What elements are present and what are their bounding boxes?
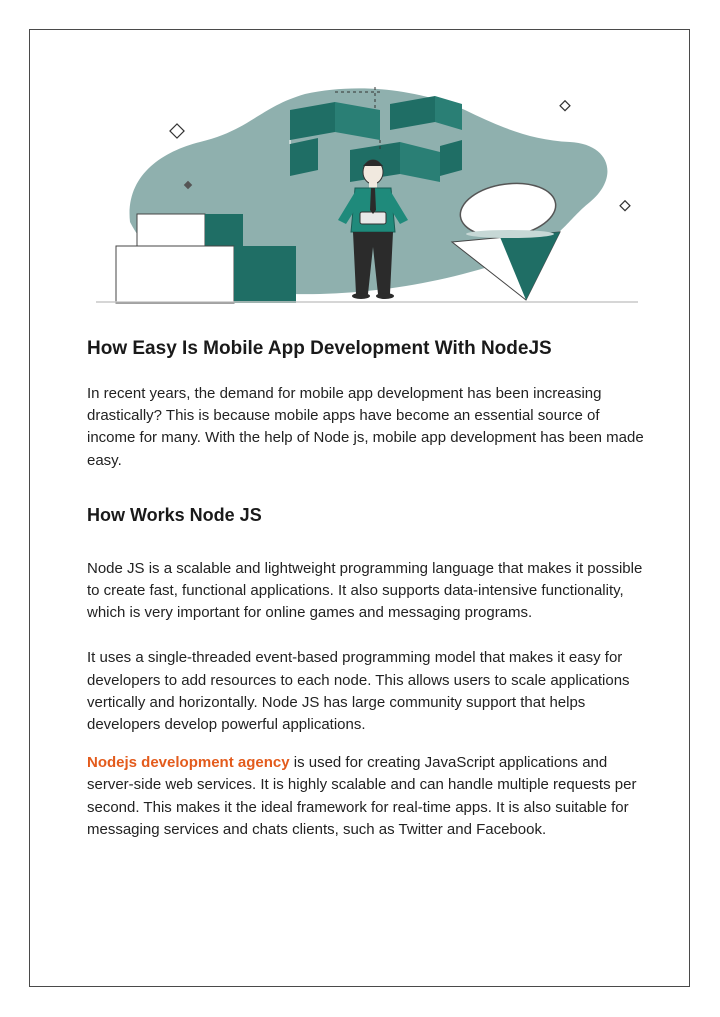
hero-illustration xyxy=(90,82,645,307)
article xyxy=(87,338,647,841)
page-title: How Easy Is Mobile App Development With NodeJS xyxy=(87,338,552,359)
paragraph-2: It uses a single-threaded event-based programming model that makes it easy for developers to add resources to each node. This allows users to scale applications vertically and horizontally. Node JS has large community support that helps developers develop powerful applications. xyxy=(87,649,630,734)
paragraph-3 xyxy=(87,752,647,841)
section-heading: How Works Node JS xyxy=(87,504,262,525)
paragraph-1: Node JS is a scalable and lightweight programming language that makes it possible to create fast, functional applications. It also supports data-intensive functionality, which is very important for online games and messaging programs. xyxy=(87,559,643,622)
intro-paragraph: In recent years, the demand for mobile app development has been increasing drastically? This is because mobile apps have become an essential source of income for many. With the help of Node js, mobile app development has been made easy. xyxy=(87,385,644,469)
paragraph-3-text: is used for creating JavaScript applications and server-side web services. It is highly scalable and can handle multiple requests per second. This makes it the ideal framework for real-time apps. It is also suitable for messaging services and chats clients, such as Twitter and Facebook. xyxy=(87,754,637,838)
nodejs-agency-link[interactable]: Nodejs development agency xyxy=(87,754,290,772)
